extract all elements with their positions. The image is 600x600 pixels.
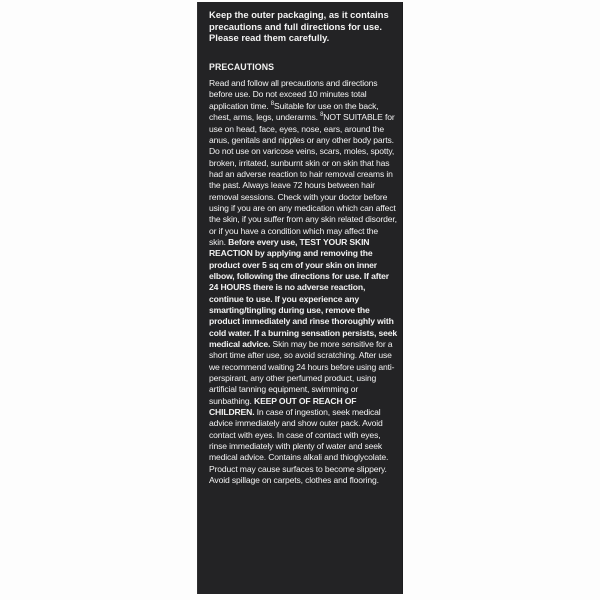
footnote-marker: 8 <box>320 112 324 119</box>
footnote-marker: 8 <box>270 100 274 107</box>
intro-text: Keep the outer packaging, as it contains precautions and full directions for use. Please read them carefully. <box>209 9 389 44</box>
precaution-text: Read and follow all precautions and directions before use. Do not exceed 10 minutes total application time. <box>209 78 378 111</box>
precaution-text: Skin may be more sensitive for a short time after use, so avoid scratching. After use we recommend waiting 24 hours before using anti-perspirant, any other perfumed product, using artificial tanning equipment, swimming or sunbathing. <box>209 339 395 406</box>
bold-warning-text: KEEP OUT OF REACH OF CHILDREN. <box>209 395 357 418</box>
precaution-text: Suitable for use on the back, chest, arms, legs, underarms. <box>209 100 379 123</box>
bold-warning-text: Before every use, TEST YOUR SKIN REACTION by applying and removing the product over 5 sq cm of your skin on inner elbow, following the directions for use. If after 24 HOURS there is no adverse reaction, continue to use. If you experience any smarting/tingling during use, remove the product immediately and rinse thoroughly with cold water. If a burning sensation persists, seek medical advice. <box>209 236 397 350</box>
precautions-heading: PRECAUTIONS <box>209 61 275 72</box>
precaution-text: NOT SUITABLE for use on head, face, eyes, nose, ears, around the anus, genitals and nipples or any other body parts. Do not use on varicose veins, scars, moles, spotty, broken, irritated, sunburnt skin or on skin that has had an adverse reaction to hair removal creams in the past. Always leave 72 hours between hair removal sessions. Check with your doctor before using if you are on any medication which can affect the skin, if you suffer from any skin related disorder, or if you have a condition which may affect the skin. <box>209 112 397 247</box>
precaution-text: In case of ingestion, seek medical advice immediately and show outer pack. Avoid contact with eyes. In case of contact with eyes, rinse immediately with plenty of water and seek medical advice. Contains alkali and thioglycolate. Product may cause surfaces to become slippery. Avoid spillage on carpets, clothes and flooring. <box>209 407 389 486</box>
precautions-body <box>209 78 397 486</box>
packaging-panel <box>197 2 403 594</box>
